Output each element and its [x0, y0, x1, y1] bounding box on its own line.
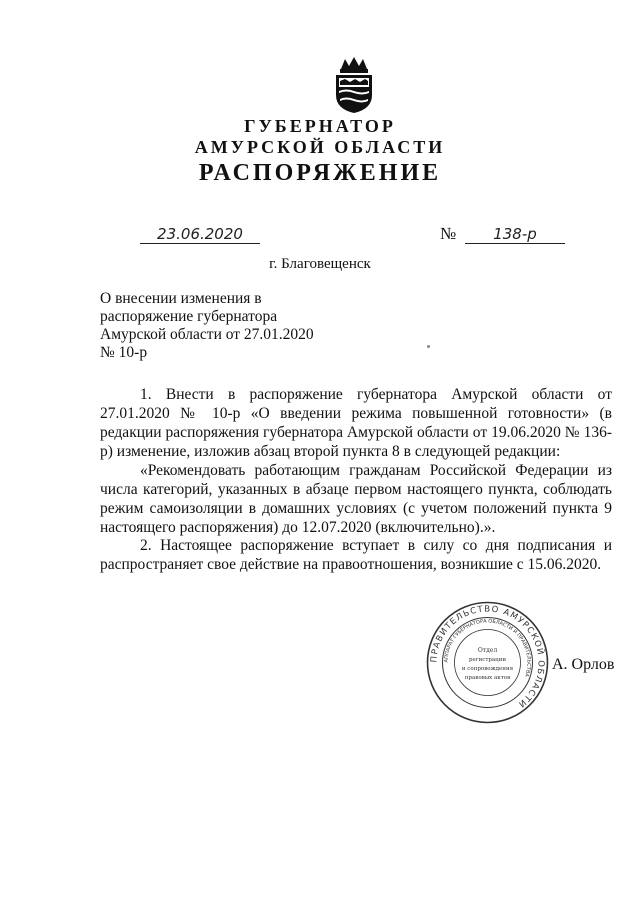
document-number: 138-р [465, 225, 565, 244]
number-sign: № [440, 224, 457, 243]
stamp-center-line: и сопровождения [461, 666, 514, 672]
stamp-center-line: Отдел [477, 647, 498, 654]
header-region: АМУРСКОЙ ОБЛАСТИ [194, 137, 446, 157]
subject-line: распоряжение губернатора [100, 308, 278, 325]
paragraph-3 [100, 536, 612, 574]
city: г. Благовещенск [269, 256, 371, 272]
paragraph-2 [100, 461, 612, 537]
paragraph-3-text: 2. Настоящее распоряжение вступает в силу со дня подписания и распространяет свое действие на правоотношения, возникшие с 15.06.2020. [100, 537, 612, 573]
paragraph-1 [100, 385, 612, 461]
subject-block [100, 290, 314, 362]
stamp-center-line: регистрации [468, 657, 507, 663]
paragraph-1-text: 1. Внести в распоряжение губернатора Амурской области от 27.01.2020 № 10-р «О введении режима повышенной готовности» (в редакции распоряжения губернатора Амурской области от 19.06.2020 № 136-р) изменение, изложив абзац второй пункта 8 в следующей редакции: [100, 386, 612, 460]
subject-line: № 10-р [100, 344, 148, 361]
document-type: РАСПОРЯЖЕНИЕ [198, 160, 442, 186]
document-date: 23.06.2020 [140, 225, 260, 244]
stamp-inner-ring-text: АППАРАТ ГУБЕРНАТОРА ОБЛАСТИ И ПРАВИТЕЛЬСТВА [443, 618, 532, 678]
stamp-ring-text: ПРАВИТЕЛЬСТВО АМУРСКОЙ ОБЛАСТИ [429, 604, 546, 710]
coat-of-arms-icon [331, 55, 377, 115]
subject-line: О внесении изменения в [100, 290, 262, 307]
subject-line: Амурской области от 27.01.2020 [100, 326, 314, 343]
scan-speck [427, 345, 430, 348]
signatory-name: А. Орлов [552, 656, 615, 673]
stamp-center-line: правовых актов [464, 675, 511, 681]
paragraph-2-text: «Рекомендовать работающим гражданам Российской Федерации из числа категорий, указанных в абзаце первом настоящего пункта, соблюдать режим самоизоляции в домашних условиях (с учетом положений пункта 9 настоящего распоряжения) до 12.07.2020 (включительно).». [100, 462, 612, 536]
header-title: ГУБЕРНАТОР [244, 116, 396, 136]
official-stamp-icon [425, 600, 550, 725]
